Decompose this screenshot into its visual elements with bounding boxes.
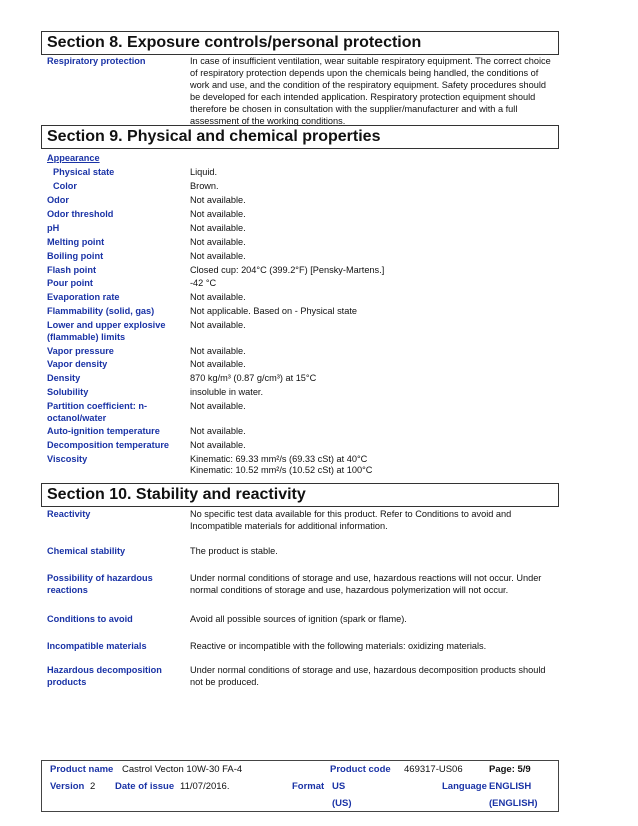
format-value: US xyxy=(332,781,346,792)
property-label: Decomposition temperature xyxy=(47,440,170,450)
stability-value: Reactive or incompatible with the following materials: oxidizing materials. xyxy=(190,641,487,651)
section-9-heading: Section 9. Physical and chemical properties xyxy=(41,125,559,149)
product-code-value: 469317-US06 xyxy=(404,764,463,775)
property-value: Not available. xyxy=(190,401,246,411)
version-value: 2 xyxy=(90,781,96,792)
property-value: Not available. xyxy=(190,292,246,302)
property-value: Brown. xyxy=(190,181,219,191)
stability-value: Under normal conditions of storage and use, hazardous reactions will not occur. Under normal conditions of storage and use, hazardous polymerization will not occur. xyxy=(190,573,542,595)
language-value-line2: (ENGLISH) xyxy=(489,798,538,809)
property-label: Evaporation rate xyxy=(47,292,120,302)
section-10-heading: Section 10. Stability and reactivity xyxy=(41,483,559,507)
property-label: Odor xyxy=(47,195,69,205)
stability-value: No specific test data available for this product. Refer to Conditions to avoid and Incompatible materials for additional information. xyxy=(190,509,512,531)
date-of-issue-value: 11/07/2016. xyxy=(180,781,230,792)
product-code-label: Product code xyxy=(330,764,391,775)
property-value: Not available. xyxy=(190,426,246,436)
property-label: Odor threshold xyxy=(47,209,114,219)
property-label: Pour point xyxy=(47,278,93,288)
property-value: Not available. xyxy=(190,320,246,330)
property-label: Lower and upper explosive (flammable) limits xyxy=(47,320,166,342)
section-8-heading: Section 8. Exposure controls/personal protection xyxy=(41,31,559,55)
stability-label: Hazardous decomposition products xyxy=(47,665,162,687)
property-value: Not applicable. Based on - Physical state xyxy=(190,306,357,316)
property-value: insoluble in water. xyxy=(190,387,264,397)
property-value: Not available. xyxy=(190,223,246,233)
property-value: Not available. xyxy=(190,359,246,369)
property-value: Not available. xyxy=(190,195,246,205)
property-label: Auto-ignition temperature xyxy=(47,426,160,436)
property-value: Liquid. xyxy=(190,167,218,177)
property-label: Partition coefficient: n-octanol/water xyxy=(47,401,148,423)
stability-label: Chemical stability xyxy=(47,546,126,556)
property-value: Kinematic: 69.33 mm²/s (69.33 cSt) at 40°C xyxy=(190,454,368,464)
property-label: Vapor pressure xyxy=(47,346,114,356)
property-label: Solubility xyxy=(47,387,89,397)
property-label: Physical state xyxy=(53,167,115,177)
stability-value: Under normal conditions of storage and use, hazardous decomposition products should not be produced. xyxy=(190,665,546,687)
appearance-heading: Appearance xyxy=(47,153,100,163)
property-label: Viscosity xyxy=(47,454,88,464)
stability-value: Avoid all possible sources of ignition (spark or flame). xyxy=(190,614,407,624)
property-label: Density xyxy=(47,373,81,383)
stability-label: Possibility of hazardous reactions xyxy=(47,573,153,595)
format-label: Format xyxy=(292,781,325,792)
property-value: Closed cup: 204°C (399.2°F) [Pensky-Martens.] xyxy=(190,265,385,275)
property-value: Not available. xyxy=(190,237,246,247)
property-value: Not available. xyxy=(190,346,246,356)
document-footer xyxy=(41,760,559,812)
stability-label: Incompatible materials xyxy=(47,641,147,651)
property-label: Melting point xyxy=(47,237,105,247)
language-label: Language xyxy=(442,781,487,792)
property-value: 870 kg/m³ (0.87 g/cm³) at 15°C xyxy=(190,373,317,383)
property-label: Vapor density xyxy=(47,359,108,369)
property-value-line2: Kinematic: 10.52 mm²/s (10.52 cSt) at 100°C xyxy=(190,465,373,475)
property-label: Boiling point xyxy=(47,251,104,261)
language-value: ENGLISH xyxy=(489,781,532,792)
property-value: Not available. xyxy=(190,440,246,450)
date-of-issue-label: Date of issue xyxy=(115,781,175,792)
respiratory-protection-text: In case of insufficient ventilation, wear suitable respiratory equipment. The correct choice of respiratory protection depends upon the chemicals being handled, the conditions of work and use, and the condition of the respiratory equipment. Safety procedures should be developed for each intended application. Respiratory protection equipment should therefore be chosen in consultation with the supplier/manufacturer and with a full assessment of the working conditions. xyxy=(190,56,551,126)
property-label: pH xyxy=(47,223,60,233)
product-name-value: Castrol Vecton 10W-30 FA-4 xyxy=(122,764,243,775)
property-value: Not available. xyxy=(190,251,246,261)
property-label: Color xyxy=(53,181,77,191)
property-value: Not available. xyxy=(190,209,246,219)
stability-value: The product is stable. xyxy=(190,546,278,556)
property-label: Flammability (solid, gas) xyxy=(47,306,155,316)
page-number: Page: 5/9 xyxy=(489,764,531,775)
property-value: -42 °C xyxy=(190,278,217,288)
version-label: Version xyxy=(50,781,85,792)
stability-label: Conditions to avoid xyxy=(47,614,133,624)
product-name-label: Product name xyxy=(50,764,114,775)
property-label: Flash point xyxy=(47,265,96,275)
format-value-line2: (US) xyxy=(332,798,352,809)
respiratory-protection-label: Respiratory protection xyxy=(47,56,146,66)
stability-label: Reactivity xyxy=(47,509,91,519)
